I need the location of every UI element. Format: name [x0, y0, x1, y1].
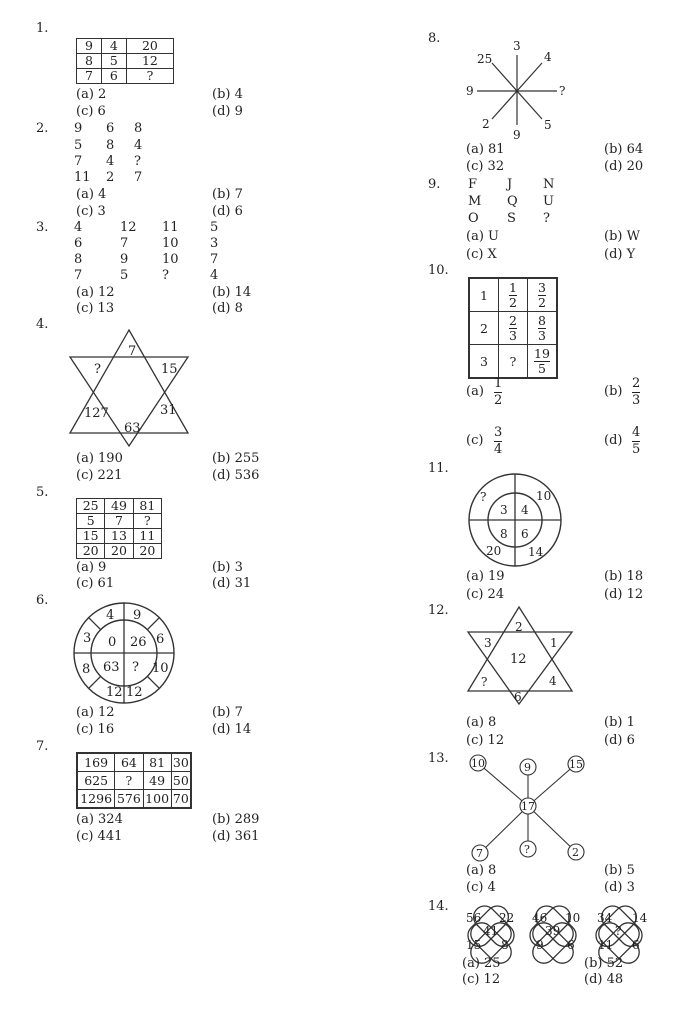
- fraction: $\frac{8}{3}$: [538, 312, 546, 343]
- q7-option-b[interactable]: (b) 289: [212, 812, 260, 827]
- ray-label: ?: [559, 84, 566, 98]
- q7-option-d[interactable]: (d) 361: [212, 829, 260, 844]
- node-label: 7: [476, 847, 483, 860]
- q5-option-b[interactable]: (b) 3: [212, 560, 243, 575]
- q5-option-a[interactable]: (a) 9: [76, 560, 107, 575]
- outer-label: 12: [106, 685, 123, 700]
- cell: 8: [74, 252, 83, 267]
- q11-number: 11.: [428, 461, 449, 476]
- grid-cell: 15: [77, 529, 105, 544]
- ray-label: 5: [544, 118, 552, 132]
- q7-option-a[interactable]: (a) 324: [76, 812, 123, 827]
- figure-label: 22: [499, 911, 515, 925]
- letter: M: [468, 194, 482, 209]
- q4-option-b[interactable]: (b) 255: [212, 451, 260, 466]
- grid-cell: 49: [143, 772, 171, 790]
- cell: ?: [162, 268, 169, 283]
- star-label: 31: [160, 403, 177, 418]
- q14-figure-2: [525, 901, 580, 967]
- q2-option-c[interactable]: (c) 3: [76, 204, 106, 219]
- star-label: 1: [550, 636, 558, 650]
- cell: ?: [134, 154, 141, 169]
- cell: 5: [120, 268, 129, 283]
- q9-option-d[interactable]: (d) Y: [604, 247, 636, 262]
- q14-option-c[interactable]: (c) 12: [462, 972, 501, 987]
- grid-cell: 64: [115, 753, 143, 772]
- q9-number: 9.: [428, 177, 441, 192]
- star-label: 63: [124, 421, 141, 436]
- outer-label: 8: [82, 662, 91, 677]
- grid-cell: ?: [115, 772, 143, 790]
- q6-option-a[interactable]: (a) 12: [76, 705, 115, 720]
- inner-label: 4: [521, 503, 529, 517]
- outer-label: 10: [536, 489, 552, 503]
- grid-cell: 20: [126, 39, 173, 54]
- q8-option-b[interactable]: (b) 64: [604, 142, 644, 157]
- q4-option-d[interactable]: (d) 536: [212, 468, 260, 483]
- grid-cell: 20: [133, 544, 161, 559]
- figure-label: 6: [567, 938, 575, 952]
- q14-option-b[interactable]: (b) 52: [584, 956, 624, 971]
- node-label: 17: [521, 800, 535, 813]
- q10-number: 10.: [428, 263, 449, 278]
- q9-option-b[interactable]: (b) W: [604, 229, 640, 244]
- q13-option-d[interactable]: (d) 3: [604, 880, 635, 895]
- cell: 7: [74, 268, 83, 283]
- fraction: $\frac{3}{2}$: [538, 279, 546, 310]
- grid-cell: 576: [115, 790, 143, 809]
- letter: ?: [543, 211, 550, 226]
- cell: 7: [120, 236, 129, 251]
- node-label: ?: [524, 843, 530, 856]
- cell: 7: [74, 154, 83, 169]
- q1-option-d[interactable]: (d) 9: [212, 104, 243, 119]
- grid-cell: 7: [105, 514, 133, 529]
- grid-cell: 8: [77, 54, 102, 69]
- ray-label: 9: [466, 84, 474, 98]
- figure-label: 14: [632, 911, 648, 925]
- grid-cell: 169: [77, 753, 115, 772]
- cell: 7: [134, 170, 143, 185]
- q2-option-a[interactable]: (a) 4: [76, 187, 107, 202]
- ray-label: 3: [513, 39, 521, 53]
- grid-cell: ?: [133, 514, 161, 529]
- grid-cell: 1296: [77, 790, 115, 809]
- q9-option-c[interactable]: (c) X: [466, 247, 497, 262]
- cell: 7: [210, 252, 219, 267]
- q11-option-d[interactable]: (d) 12: [604, 587, 644, 602]
- q6-number: 6.: [36, 593, 49, 608]
- star-label: 127: [84, 406, 109, 421]
- cell: 8: [134, 121, 143, 136]
- q2-option-b[interactable]: (b) 7: [212, 187, 243, 202]
- q5-number: 5.: [36, 485, 49, 500]
- inner-label: 6: [521, 527, 529, 541]
- q13-option-a[interactable]: (a) 8: [466, 863, 497, 878]
- q11-option-c[interactable]: (c) 24: [466, 587, 505, 602]
- q11-option-a[interactable]: (a) 19: [466, 569, 505, 584]
- outer-label: 12: [126, 685, 143, 700]
- star-label: 4: [549, 674, 557, 688]
- q1-option-b[interactable]: (b) 4: [212, 87, 243, 102]
- cell: 9: [74, 121, 83, 136]
- inner-label: 0: [108, 635, 117, 650]
- fraction: $\frac{1}{2}$: [509, 279, 517, 310]
- q7-number: 7.: [36, 739, 49, 754]
- grid-cell: 25: [77, 499, 105, 514]
- cell: 11: [74, 170, 91, 185]
- cell: 11: [162, 220, 179, 235]
- ray-label: 9: [513, 128, 521, 142]
- q5-option-c[interactable]: (c) 61: [76, 576, 115, 591]
- figure-label: 11: [598, 938, 614, 952]
- grid-cell: 50: [171, 772, 191, 790]
- grid-cell: 2: [469, 312, 499, 345]
- q9-option-a[interactable]: (a) U: [466, 229, 499, 244]
- letter: O: [468, 211, 479, 226]
- q1-number: 1.: [36, 21, 49, 36]
- grid-cell: 13: [105, 529, 133, 544]
- star-center: 12: [510, 652, 527, 667]
- star-label: 3: [484, 636, 492, 650]
- outer-label: 4: [106, 608, 115, 623]
- cell: 3: [210, 236, 219, 251]
- figure-label: 8: [501, 938, 509, 952]
- fraction: $\frac{2}{3}$: [509, 312, 517, 343]
- grid-cell: 1: [469, 278, 499, 312]
- grid-cell: 30: [171, 753, 191, 772]
- grid-cell: ?: [499, 345, 528, 379]
- inner-label: 26: [130, 635, 147, 650]
- inner-label: 8: [500, 527, 508, 541]
- cell: 8: [106, 138, 115, 153]
- grid-cell: 11: [133, 529, 161, 544]
- ray-label: 2: [482, 117, 490, 131]
- cell: 4: [106, 154, 115, 169]
- q2-number: 2.: [36, 121, 49, 136]
- cell: 6: [106, 121, 115, 136]
- grid-cell: ?: [126, 69, 173, 84]
- q4-option-a[interactable]: (a) 190: [76, 451, 123, 466]
- cell: 2: [106, 170, 115, 185]
- star-label: 7: [128, 344, 137, 359]
- ray-label: 25: [477, 52, 493, 66]
- q6-option-b[interactable]: (b) 7: [212, 705, 243, 720]
- grid-cell: 12: [126, 54, 173, 69]
- q2-option-d[interactable]: (d) 6: [212, 204, 243, 219]
- grid-cell: 81: [143, 753, 171, 772]
- figure-label: 39: [545, 924, 561, 938]
- q13-option-c[interactable]: (c) 4: [466, 880, 496, 895]
- outer-label: 9: [133, 608, 142, 623]
- node-label: 10: [471, 757, 485, 770]
- grid-cell: 5: [77, 514, 105, 529]
- outer-label: ?: [480, 490, 487, 504]
- grid-cell: 7: [77, 69, 102, 84]
- q12-option-b[interactable]: (b) 1: [604, 715, 635, 730]
- letter: S: [507, 211, 516, 226]
- q3-option-d[interactable]: (d) 8: [212, 301, 243, 316]
- grid-cell: 20: [77, 544, 105, 559]
- grid-cell: 9: [77, 39, 102, 54]
- q10-option-b-fraction: 2 3: [632, 376, 641, 408]
- outer-label: 20: [486, 544, 502, 558]
- outer-label: 14: [528, 545, 544, 559]
- q4-number: 4.: [36, 317, 49, 332]
- cell: 4: [134, 138, 143, 153]
- q10-option-d[interactable]: (d): [604, 433, 623, 448]
- q13-number: 13.: [428, 751, 449, 766]
- cell: 10: [162, 252, 179, 267]
- letter: Q: [507, 194, 518, 209]
- q10-option-b[interactable]: (b): [604, 384, 623, 399]
- q7-option-c[interactable]: (c) 441: [76, 829, 123, 844]
- q12-option-d[interactable]: (d) 6: [604, 733, 635, 748]
- q14-number: 14.: [428, 899, 449, 914]
- inner-label: 63: [103, 660, 120, 675]
- q6-option-c[interactable]: (c) 16: [76, 722, 115, 737]
- cell: 5: [210, 220, 219, 235]
- grid-cell: 49: [105, 499, 133, 514]
- letter: N: [543, 177, 555, 192]
- grid-cell: 6: [101, 69, 126, 84]
- cell: 12: [120, 220, 137, 235]
- node-label: 2: [572, 846, 579, 859]
- fraction: $\frac{19}{5}$: [534, 345, 550, 376]
- grid-cell: 100: [143, 790, 171, 809]
- grid-cell: 4: [101, 39, 126, 54]
- inner-label: ?: [132, 660, 139, 675]
- q14-option-d[interactable]: (d) 48: [584, 972, 624, 987]
- inner-label: 3: [500, 503, 508, 517]
- grid-cell: 81: [133, 499, 161, 514]
- q8-number: 8.: [428, 31, 441, 46]
- q8-option-c[interactable]: (c) 32: [466, 159, 505, 174]
- q12-option-a[interactable]: (a) 8: [466, 715, 497, 730]
- grid-cell: 5: [101, 54, 126, 69]
- q10-option-d-fraction: 4 5: [632, 425, 641, 457]
- q10-option-c[interactable]: (c): [466, 433, 484, 448]
- figure-label: 6: [632, 938, 640, 952]
- cell: 9: [120, 252, 129, 267]
- cell: 5: [74, 138, 83, 153]
- cell: 6: [74, 236, 83, 251]
- q13-option-b[interactable]: (b) 5: [604, 863, 635, 878]
- figure-label: 56: [466, 911, 482, 925]
- letter: J: [507, 177, 513, 192]
- q12-number: 12.: [428, 603, 449, 618]
- q3-option-a[interactable]: (a) 12: [76, 285, 115, 300]
- star-label: 15: [161, 362, 178, 377]
- figure-label: 15: [466, 938, 482, 952]
- q4-option-c[interactable]: (c) 221: [76, 468, 123, 483]
- star-label: 2: [515, 620, 523, 634]
- outer-label: 10: [152, 661, 169, 676]
- star-label: 6: [514, 690, 522, 704]
- q1-option-a[interactable]: (a) 2: [76, 87, 107, 102]
- q3-number: 3.: [36, 220, 49, 235]
- q3-option-b[interactable]: (b) 14: [212, 285, 252, 300]
- q1-option-c[interactable]: (c) 6: [76, 104, 106, 119]
- q11-option-b[interactable]: (b) 18: [604, 569, 644, 584]
- q12-option-c[interactable]: (c) 12: [466, 733, 505, 748]
- grid-cell: 3: [469, 345, 499, 379]
- grid-cell: 20: [105, 544, 133, 559]
- ray-label: 4: [544, 50, 552, 64]
- letter: F: [468, 177, 478, 192]
- q8-option-d[interactable]: (d) 20: [604, 159, 644, 174]
- q14-option-a[interactable]: (a) 25: [462, 956, 501, 971]
- grid-cell: 625: [77, 772, 115, 790]
- q8-option-a[interactable]: (a) 81: [466, 142, 505, 157]
- cell: 4: [210, 268, 219, 283]
- q6-option-d[interactable]: (d) 14: [212, 722, 252, 737]
- figure-label: 9: [536, 938, 544, 952]
- figure-label: ?: [615, 924, 622, 938]
- outer-label: 3: [83, 631, 92, 646]
- figure-label: 41: [483, 924, 499, 938]
- q10-option-c-fraction: 3 4: [494, 425, 503, 457]
- star-label: ?: [94, 362, 101, 377]
- figure-label: 34: [597, 911, 613, 925]
- figure-label: 10: [565, 911, 581, 925]
- q10-option-a[interactable]: (a): [466, 384, 484, 399]
- figure-label: 46: [532, 911, 548, 925]
- q5-option-d[interactable]: (d) 31: [212, 576, 252, 591]
- star-label: ?: [481, 675, 488, 689]
- q10-option-a-fraction: 1 2: [494, 376, 503, 408]
- cell: 4: [74, 220, 83, 235]
- node-label: 9: [524, 761, 531, 774]
- q3-option-c[interactable]: (c) 13: [76, 301, 115, 316]
- grid-cell: 70: [171, 790, 191, 809]
- outer-label: 6: [156, 632, 165, 647]
- cell: 10: [162, 236, 179, 251]
- letter: U: [543, 194, 554, 209]
- node-label: 15: [569, 758, 583, 771]
